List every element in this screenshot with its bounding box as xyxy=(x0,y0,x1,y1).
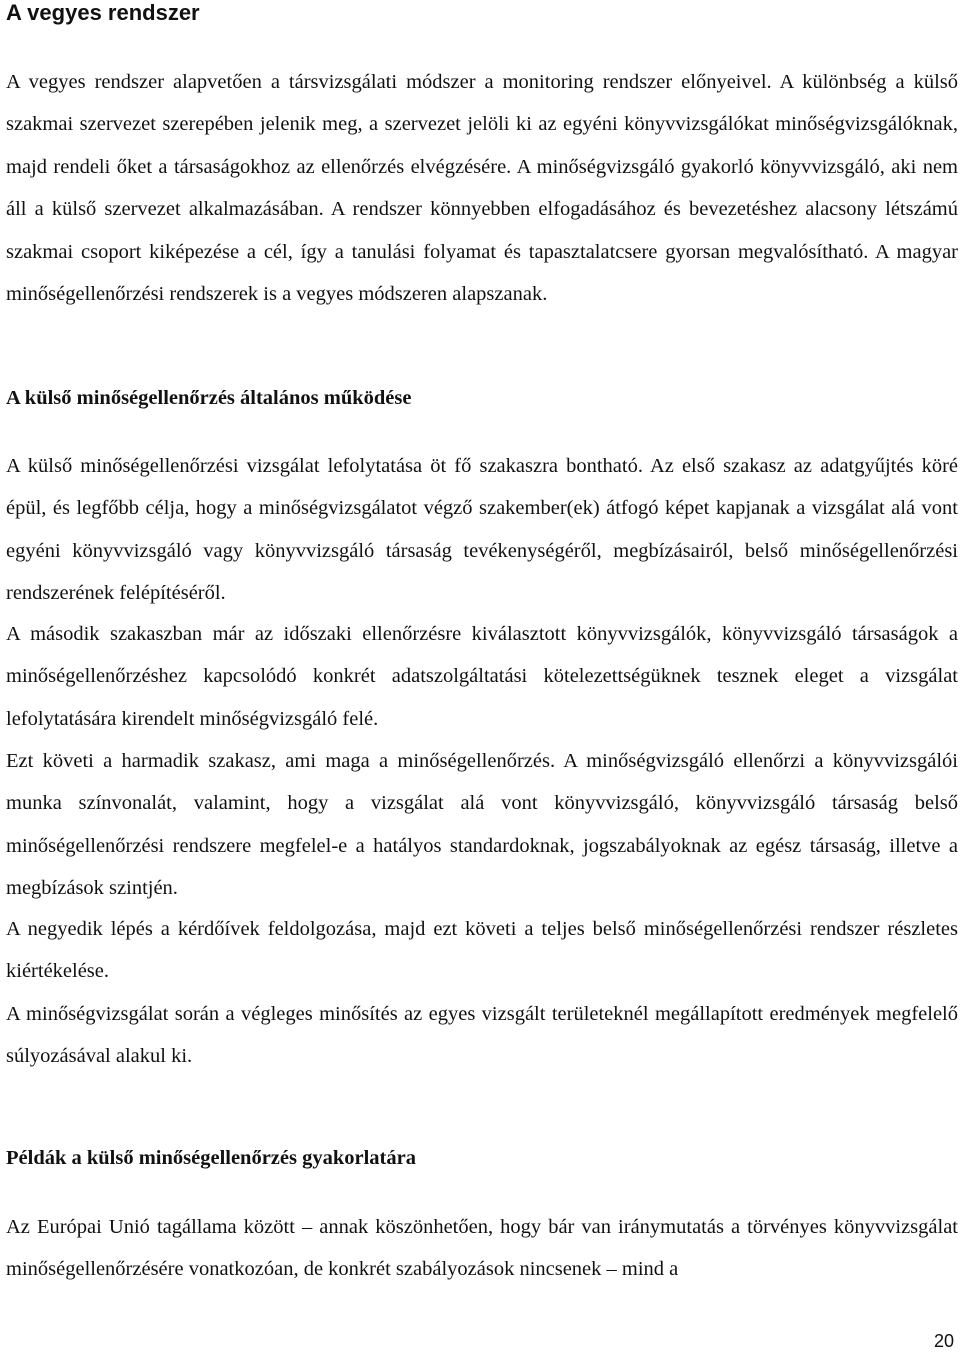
page-number: 20 xyxy=(933,1331,954,1351)
paragraph-general-2: A második szakaszban már az időszaki ellenőrzésre kiválasztott könyvvizsgálók, könyvvizsgáló társaságok a minőségellenőrzéshez kapcsolódó konkrét adatszolgáltatási kötelezettségüknek tesznek eleget a vizsgálat lefolytatására kirendelt minőségvizsgáló felé. xyxy=(6,623,958,730)
section-heading-examples: Példák a külső minőségellenőrzés gyakorlatára xyxy=(6,1147,416,1169)
paragraph-examples-1: Az Európai Unió tagállama között – annak köszönhetően, hogy bár van iránymutatás a törvényes könyvvizsgálat minőségellenőrzésére vonatkozóan, de konkrét szabályozások nincsenek – mind a xyxy=(6,1216,958,1281)
paragraph-general-1: A külső minőségellenőrzési vizsgálat lefolytatása öt fő szakaszra bontható. Az első szakasz az adatgyűjtés köré épül, és legfőbb célja, hogy a minőségvizsgálatot végző szakember(ek) átfogó képet kapjanak a vizsgálat alá vont egyéni könyvvizsgáló vagy könyvvizsgáló társaság tevékenységéről, megbízásairól, belső minőségellenőrzési rendszerének felépítéséről. xyxy=(6,455,958,605)
paragraph-general-4: A negyedik lépés a kérdőívek feldolgozása, majd ezt követi a teljes belső minőségellenőrzési rendszer részletes kiértékelése. xyxy=(6,918,958,983)
page-title: A vegyes rendszer xyxy=(6,0,200,25)
paragraph-vegyes-rendszer: A vegyes rendszer alapvetően a társvizsgálati módszer a monitoring rendszer előnyeivel. A különbség a külső szakmai szervezet szerepében jelenik meg, a szervezet jelöli ki az egyéni könyvvizsgálókat minőségvizsgálóknak, majd rendeli őket a társaságokhoz az ellenőrzés elvégzésére. A minőségvizsgáló gyakorló könyvvizsgáló, aki nem áll a külső szervezet alkalmazásában. A rendszer könnyebben elfogadásához és bevezetéshez alacsony létszámú szakmai csoport kiképezése a cél, így a tanulási folyamat és tapasztalatcsere gyorsan megvalósítható. A magyar minőségellenőrzési rendszerek is a vegyes módszeren alapszanak. xyxy=(6,71,958,306)
section-heading-general: A külső minőségellenőrzés általános működése xyxy=(6,387,412,409)
paragraph-general-5: A minőségvizsgálat során a végleges minősítés az egyes vizsgált területeknél megállapított eredmények megfelelő súlyozásával alakul ki. xyxy=(6,1003,958,1068)
paragraph-general-3: Ezt követi a harmadik szakasz, ami maga a minőségellenőrzés. A minőségvizsgáló ellenőrzi a könyvvizsgálói munka színvonalát, valamint, hogy a vizsgálat alá vont könyvvizsgáló, könyvvizsgáló társaság belső minőségellenőrzési rendszere megfelel-e a hatályos standardoknak, jogszabályoknak az egész társaság, illetve a megbízások szintjén. xyxy=(6,750,958,900)
